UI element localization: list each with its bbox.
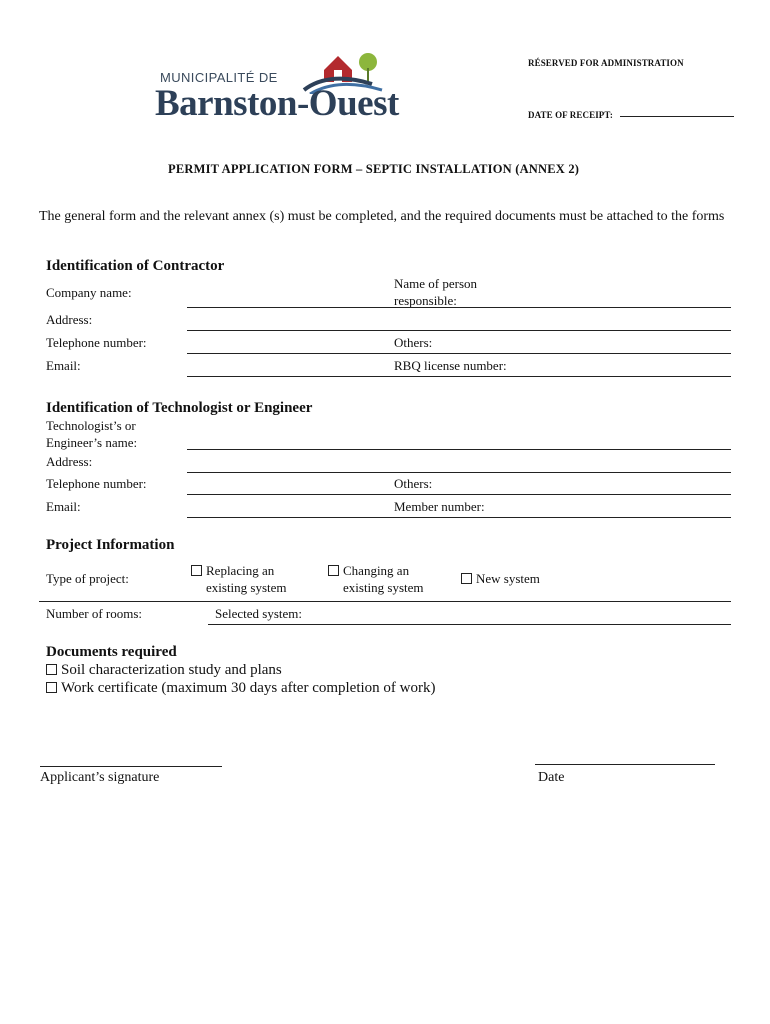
date-receipt-line[interactable] — [620, 116, 734, 117]
contractor-telephone-field[interactable] — [187, 353, 731, 354]
logo-big-text: Barnston-Ouest — [155, 83, 399, 124]
option-new[interactable] — [461, 571, 540, 587]
technologist-heading: Identification of Technologist or Engineer — [46, 400, 313, 416]
contractor-email-field[interactable] — [187, 376, 731, 377]
responsible-label: Name of person responsible: — [394, 276, 478, 308]
contractor-address-field[interactable] — [187, 330, 731, 331]
logo-small-text: MUNICIPALITÉ DE — [160, 70, 278, 85]
documents-heading: Documents required — [46, 644, 177, 660]
company-name-field[interactable] — [187, 307, 731, 308]
project-type-label: Type of project: — [46, 571, 129, 586]
soil-study-label: Soil characterization study and plans — [61, 662, 282, 678]
form-title: PERMIT APPLICATION FORM – SEPTIC INSTALLATION (ANNEX 2) — [168, 162, 580, 176]
technologist-address-label: Address: — [46, 454, 93, 469]
contractor-heading: Identification of Contractor — [46, 258, 225, 274]
selected-system-field[interactable] — [208, 624, 731, 625]
replacing-checkbox[interactable] — [191, 565, 202, 576]
reserved-admin-label: RÉSERVED FOR ADMINISTRATION — [528, 58, 684, 68]
technologist-name-field[interactable] — [187, 449, 731, 450]
soil-study-checkbox[interactable] — [46, 664, 57, 675]
technologist-telephone-field[interactable] — [187, 494, 731, 495]
rbq-license-label: RBQ license number: — [394, 358, 507, 373]
technologist-address-field[interactable] — [187, 472, 731, 473]
date-receipt-label: DATE OF RECEIPT: — [528, 110, 613, 120]
technologist-name-label: Technologist’s or Engineer’s name: — [46, 418, 138, 450]
project-type-divider — [39, 601, 731, 602]
technologist-telephone-label: Telephone number: — [46, 476, 147, 491]
applicant-signature-label: Applicant’s signature — [40, 770, 160, 785]
doc-item-certificate[interactable] — [46, 680, 436, 697]
intro-text: The general form and the relevant annex (s) must be completed, and the required documents must be attached to the forms — [39, 209, 725, 224]
contractor-address-label: Address: — [46, 312, 93, 327]
option-changing[interactable] — [328, 562, 443, 596]
technologist-email-field[interactable] — [187, 517, 731, 518]
selected-system-label: Selected system: — [215, 606, 303, 621]
contractor-others-label: Others: — [394, 335, 433, 350]
new-system-checkbox[interactable] — [461, 573, 472, 584]
member-number-label: Member number: — [394, 499, 485, 514]
doc-item-soil[interactable] — [46, 662, 282, 679]
project-heading: Project Information — [46, 537, 175, 553]
rooms-label: Number of rooms: — [46, 606, 143, 621]
work-certificate-checkbox[interactable] — [46, 682, 57, 693]
work-certificate-label: Work certificate (maximum 30 days after completion of work) — [61, 680, 436, 696]
technologist-email-label: Email: — [46, 499, 81, 514]
option-replacing[interactable] — [191, 562, 306, 596]
contractor-telephone-label: Telephone number: — [46, 335, 147, 350]
replacing-label: Replacing an existing system — [206, 563, 287, 595]
changing-label: Changing an existing system — [343, 563, 424, 595]
technologist-others-label: Others: — [394, 476, 433, 491]
new-system-label: New system — [476, 571, 540, 586]
changing-checkbox[interactable] — [328, 565, 339, 576]
date-signature-field[interactable] — [535, 764, 715, 765]
date-signature-label: Date — [538, 770, 565, 785]
company-name-label: Company name: — [46, 285, 132, 300]
applicant-signature-field[interactable] — [40, 766, 222, 767]
contractor-email-label: Email: — [46, 358, 81, 373]
